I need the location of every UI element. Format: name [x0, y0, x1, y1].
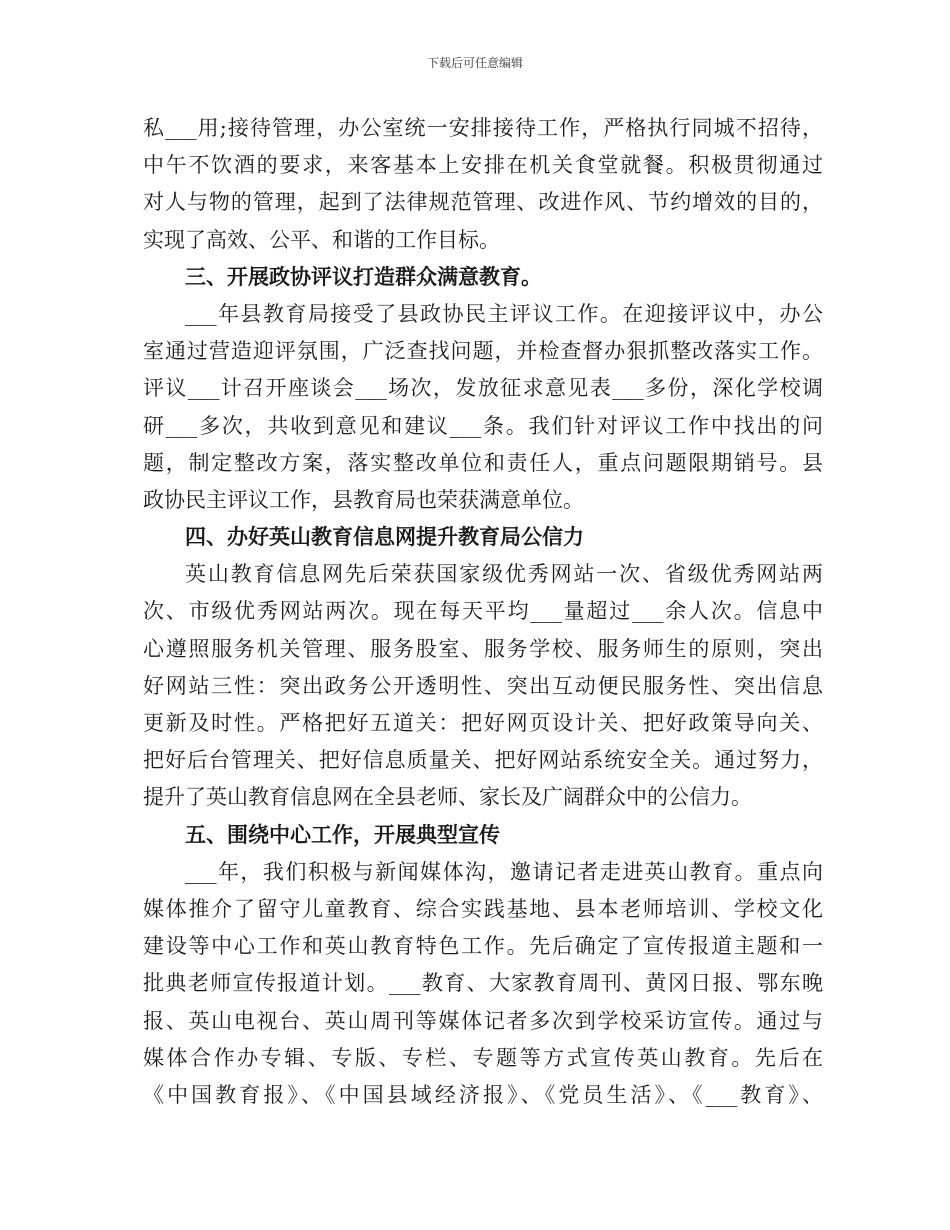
body-line: 实现了高效、公平、和谐的工作目标。 — [143, 227, 500, 252]
body-line: 批典老师宣传报道计划。___教育、大家教育周刊、黄冈日报、鄂东晚 — [143, 971, 823, 996]
body-line: 中午不饮酒的要求，来客基本上安排在机关食堂就餐。积极贯彻通过 — [143, 153, 823, 178]
document-body — [143, 110, 823, 1114]
body-line: 媒体合作办专辑、专版、专栏、专题等方式宣传英山教育。先后在 — [143, 1045, 823, 1070]
body-line: 政协民主评议工作，县教育局也荣获满意单位。 — [143, 487, 584, 512]
body-line: 私___用;接待管理，办公室统一安排接待工作，严格执行同城不招待， — [143, 116, 823, 140]
section-heading-4: 四、办好英山教育信息网提升教育局公信力 — [185, 525, 584, 550]
section-heading-3: 三、开展政协评议打造群众满意教育。 — [185, 264, 542, 289]
body-line: 好网站三性：突出政务公开透明性、突出互动便民服务性、突出信息 — [143, 673, 823, 698]
body-line: ___年，我们积极与新闻媒体沟，邀请记者走进英山教育。重点向 — [185, 859, 823, 884]
body-line: 英山教育信息网先后荣获国家级优秀网站一次、省级优秀网站两 — [185, 562, 823, 587]
section-heading-5: 五、围绕中心工作，开展典型宣传 — [185, 822, 500, 847]
body-line: 室通过营造迎评氛围，广泛查找问题，并检查督办狠抓整改落实工作。 — [143, 339, 823, 364]
body-line: ___年县教育局接受了县政协民主评议工作。在迎接评议中，办公 — [185, 301, 823, 326]
body-line: 报、英山电视台、英山周刊等媒体记者多次到学校采访宣传。通过与 — [143, 1008, 823, 1033]
body-line: 研___多次，共收到意见和建议___条。我们针对评议工作中找出的问 — [143, 413, 823, 438]
body-line: 评议___计召开座谈会___场次，发放征求意见表___多份，深化学校调 — [143, 376, 823, 401]
page-header: 下载后可任意编辑 — [426, 56, 523, 70]
body-line: 建设等中心工作和英山教育特色工作。先后确定了宣传报道主题和一 — [143, 934, 823, 959]
body-line: 《中国教育报》、《中国县域经济报》、《党员生活》、《___教育》、 — [143, 1082, 823, 1107]
body-line: 题，制定整改方案，落实整改单位和责任人，重点问题限期销号。县 — [143, 450, 823, 475]
body-line: 提升了英山教育信息网在全县老师、家长及广阔群众中的公信力。 — [143, 785, 752, 810]
body-line: 更新及时性。严格把好五道关：把好网页设计关、把好政策导向关、 — [143, 711, 823, 735]
body-line: 对人与物的管理，起到了法律规范管理、改进作风、节约增效的目的， — [143, 190, 823, 215]
body-line: 次、市级优秀网站两次。现在每天平均___量超过___余人次。信息中 — [143, 599, 823, 624]
body-line: 媒体推介了留守儿童教育、综合实践基地、县本老师培训、学校文化 — [143, 896, 823, 921]
body-line: 心遵照服务机关管理、服务股室、服务学校、服务师生的原则，突出 — [143, 636, 823, 661]
body-line: 把好后台管理关、把好信息质量关、把好网站系统安全关。通过努力， — [143, 748, 823, 773]
